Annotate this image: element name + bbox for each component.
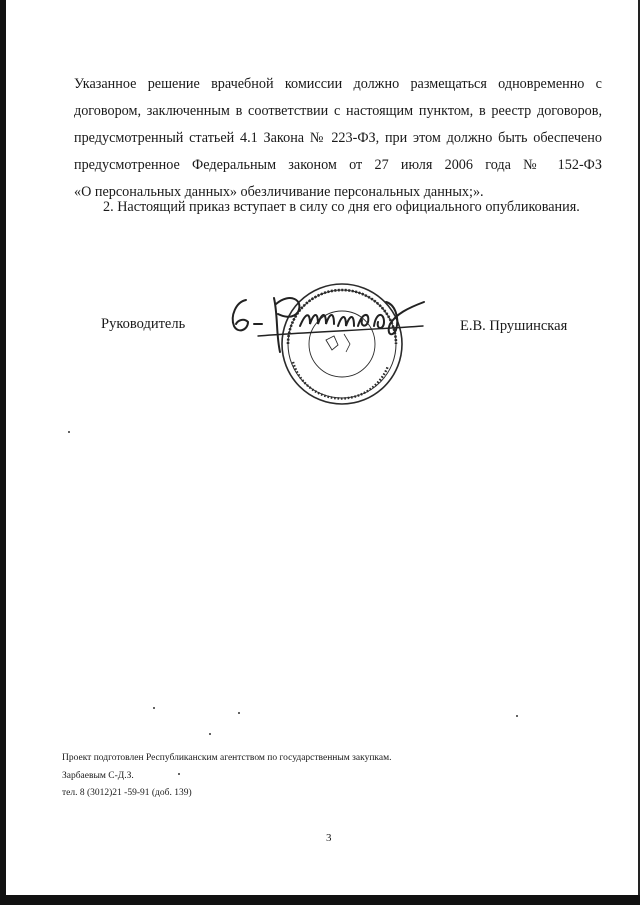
signer-role: Руководитель [101,316,186,332]
paragraph-2: 2. Настоящий приказ вступает в силу со дня его официального опубликования. [103,199,580,215]
paragraph-1-line: Указанное решение врачебной комиссии должно размещаться одновременно с [74,76,602,92]
signature-with-stamp [218,282,448,412]
signer-name: Е.В. Прушинская [460,318,568,334]
scan-speck [153,707,155,709]
scan-speck [209,733,211,735]
paragraph-1-line: предусмотренное Федеральным законом от 27 июля 2006 года № 152-ФЗ [74,157,602,173]
paragraph-1-line: «О персональных данных» обезличивание персональных данных;». [74,184,484,200]
scan-border-bottom [0,895,640,905]
paragraph-1 [74,71,602,206]
paragraph-1-line: договором, заключенным в соответствии с настоящим пунктом, в реестр договоров, [74,103,602,119]
scan-speck [178,773,180,775]
scan-speck [238,712,240,714]
scan-border-left [0,0,6,905]
page-number: 3 [326,832,332,844]
footer-prepared-by: Проект подготовлен Республиканским агентством по государственным закупкам. [62,753,392,763]
scan-speck [68,431,70,433]
paragraph-1-line: предусмотренный статьей 4.1 Закона № 223-ФЗ, при этом должно быть обеспечено [74,130,602,146]
footer-phone: тел. 8 (3012)21 -59-91 (доб. 139) [62,788,192,798]
official-stamp-seal [282,284,402,404]
scan-speck [516,715,518,717]
footer-author: Зарбаевым С-Д.З. [62,771,134,781]
